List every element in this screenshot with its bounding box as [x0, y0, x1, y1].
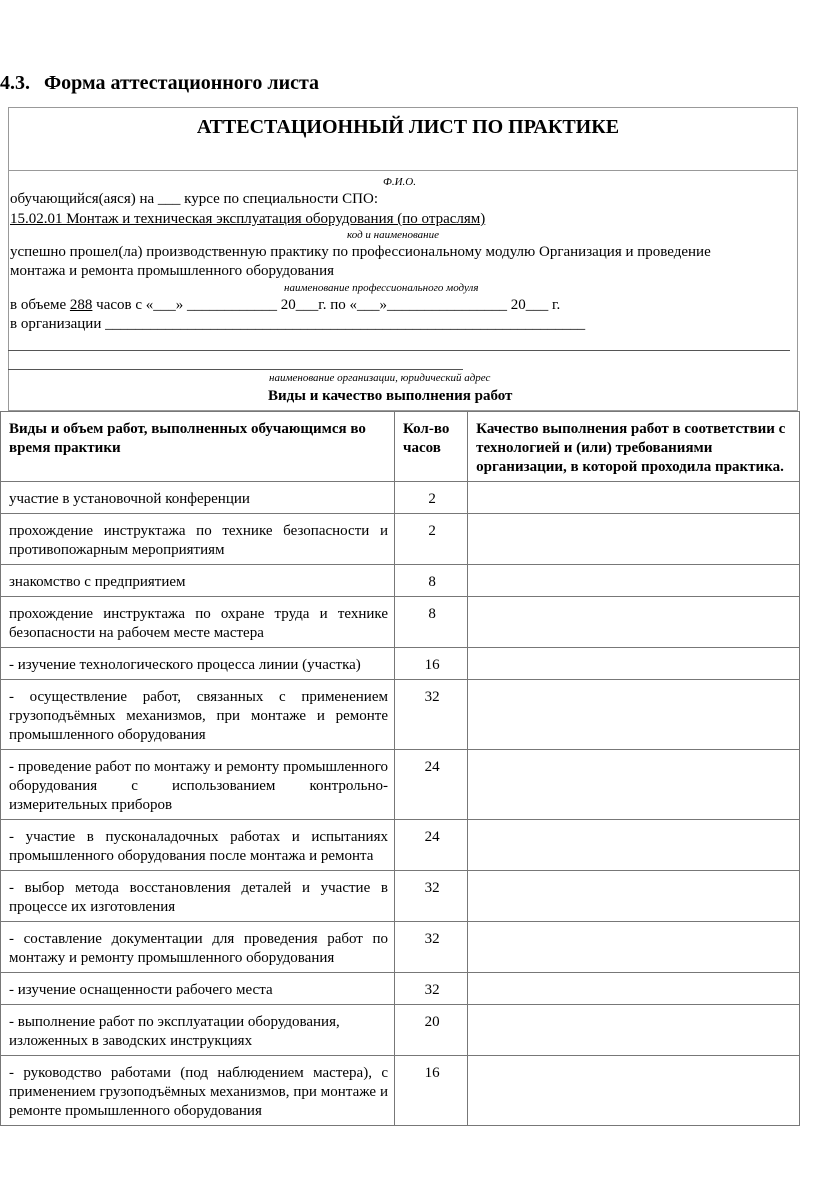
works-table — [0, 411, 800, 1126]
table-header-row — [1, 412, 800, 482]
quality-cell[interactable] — [468, 1005, 800, 1056]
module-caption: наименование профессионального модуля — [284, 282, 479, 294]
specialty-line: 15.02.01 Монтаж и техническая эксплуатация оборудования (по отраслям) — [10, 211, 486, 227]
hours-cell: 20 — [394, 1005, 467, 1056]
hours-cell: 8 — [394, 565, 467, 597]
hours-cell: 32 — [394, 922, 467, 973]
quality-cell[interactable] — [468, 565, 800, 597]
org-caption: наименование организации, юридический адрес — [269, 372, 491, 384]
hours-cell: 2 — [394, 482, 467, 514]
volume-line — [10, 297, 560, 314]
work-cell: - выполнение работ по эксплуатации оборудования, изложенных в заводских инструкциях — [1, 1005, 395, 1056]
table-row — [1, 1005, 800, 1056]
header-hours: Кол-во часов — [394, 412, 467, 482]
work-cell: - осуществление работ, связанных с применением грузоподъёмных механизмов, при монтаже и ремонте промышленного оборудования — [1, 680, 395, 750]
work-cell: - составление документации для проведения работ по монтажу и ремонту промышленного оборудования — [1, 922, 395, 973]
org-blank-line-2 — [8, 369, 463, 370]
quality-cell[interactable] — [468, 820, 800, 871]
hours-cell: 2 — [394, 514, 467, 565]
work-cell: - проведение работ по монтажу и ремонту промышленного оборудования с использованием контрольно-измерительных приборов — [1, 750, 395, 820]
quality-cell[interactable] — [468, 922, 800, 973]
quality-cell[interactable] — [468, 514, 800, 565]
sheet-title: АТТЕСТАЦИОННЫЙ ЛИСТ ПО ПРАКТИКЕ — [196, 116, 620, 138]
table-row — [1, 750, 800, 820]
section-heading — [0, 72, 319, 95]
section-number: 4.3. — [0, 72, 30, 94]
section-title: Форма аттестационного листа — [44, 72, 320, 94]
fio-caption: Ф.И.О. — [383, 176, 416, 188]
org-blank-line-1 — [8, 350, 790, 351]
quality-cell[interactable] — [468, 648, 800, 680]
quality-cell[interactable] — [468, 680, 800, 750]
work-cell: - участие в пусконаладочных работах и испытаниях промышленного оборудования после монтажа и ремонта — [1, 820, 395, 871]
hours-cell: 16 — [394, 648, 467, 680]
quality-cell[interactable] — [468, 482, 800, 514]
hours-cell: 32 — [394, 973, 467, 1005]
hours-cell: 8 — [394, 597, 467, 648]
hours-cell: 16 — [394, 1056, 467, 1126]
table-row — [1, 922, 800, 973]
title-separator — [9, 170, 797, 171]
hours-cell: 32 — [394, 871, 467, 922]
hours-cell: 32 — [394, 680, 467, 750]
table-row — [1, 597, 800, 648]
volume-suffix: часов с «___» ____________ 20___г. по «___»________________ 20___ г. — [92, 297, 561, 313]
header-work: Виды и объем работ, выполненных обучающимся во время практики — [1, 412, 395, 482]
volume-prefix: в объеме — [10, 297, 70, 313]
organization-line: в организации ________________________________________________________________ — [10, 316, 586, 332]
work-cell: - изучение технологического процесса линии (участка) — [1, 648, 395, 680]
quality-cell[interactable] — [468, 750, 800, 820]
work-cell: - изучение оснащенности рабочего места — [1, 973, 395, 1005]
header-quality: Качество выполнения работ в соответствии с технологией и (или) требованиями организации, в которой проходила практика. — [468, 412, 800, 482]
work-cell: - выбор метода восстановления деталей и участие в процессе их изготовления — [1, 871, 395, 922]
work-cell: - руководство работами (под наблюдением мастера), с применением грузоподъёмных механизмов, при монтаже и ремонте промышленного оборудования — [1, 1056, 395, 1126]
quality-cell[interactable] — [468, 871, 800, 922]
student-line: обучающийся(аяся) на ___ курсе по специальности СПО: — [10, 191, 379, 207]
work-cell: участие в установочной конференции — [1, 482, 395, 514]
quality-cell[interactable] — [468, 597, 800, 648]
quality-cell[interactable] — [468, 1056, 800, 1126]
table-row — [1, 973, 800, 1005]
table-row — [1, 482, 800, 514]
specialty-caption: код и наименование — [347, 229, 440, 241]
hours-cell: 24 — [394, 750, 467, 820]
table-row — [1, 514, 800, 565]
quality-cell[interactable] — [468, 973, 800, 1005]
practice-line-2: монтажа и ремонта промышленного оборудования — [10, 263, 334, 279]
table-row — [1, 820, 800, 871]
table-row — [1, 1056, 800, 1126]
work-cell: прохождение инструктажа по технике безопасности и противопожарным мероприятиям — [1, 514, 395, 565]
table-row — [1, 871, 800, 922]
table-row — [1, 680, 800, 750]
hours-total: 288 — [69, 297, 93, 313]
work-cell: прохождение инструктажа по охране труда и технике безопасности на рабочем месте мастера — [1, 597, 395, 648]
work-cell: знакомство с предприятием — [1, 565, 395, 597]
practice-line-1: успешно прошел(ла) производственную практику по профессиональному модулю Организация и проведение — [10, 244, 711, 260]
table-row — [1, 648, 800, 680]
table-row — [1, 565, 800, 597]
hours-cell: 24 — [394, 820, 467, 871]
works-heading: Виды и качество выполнения работ — [268, 388, 513, 404]
